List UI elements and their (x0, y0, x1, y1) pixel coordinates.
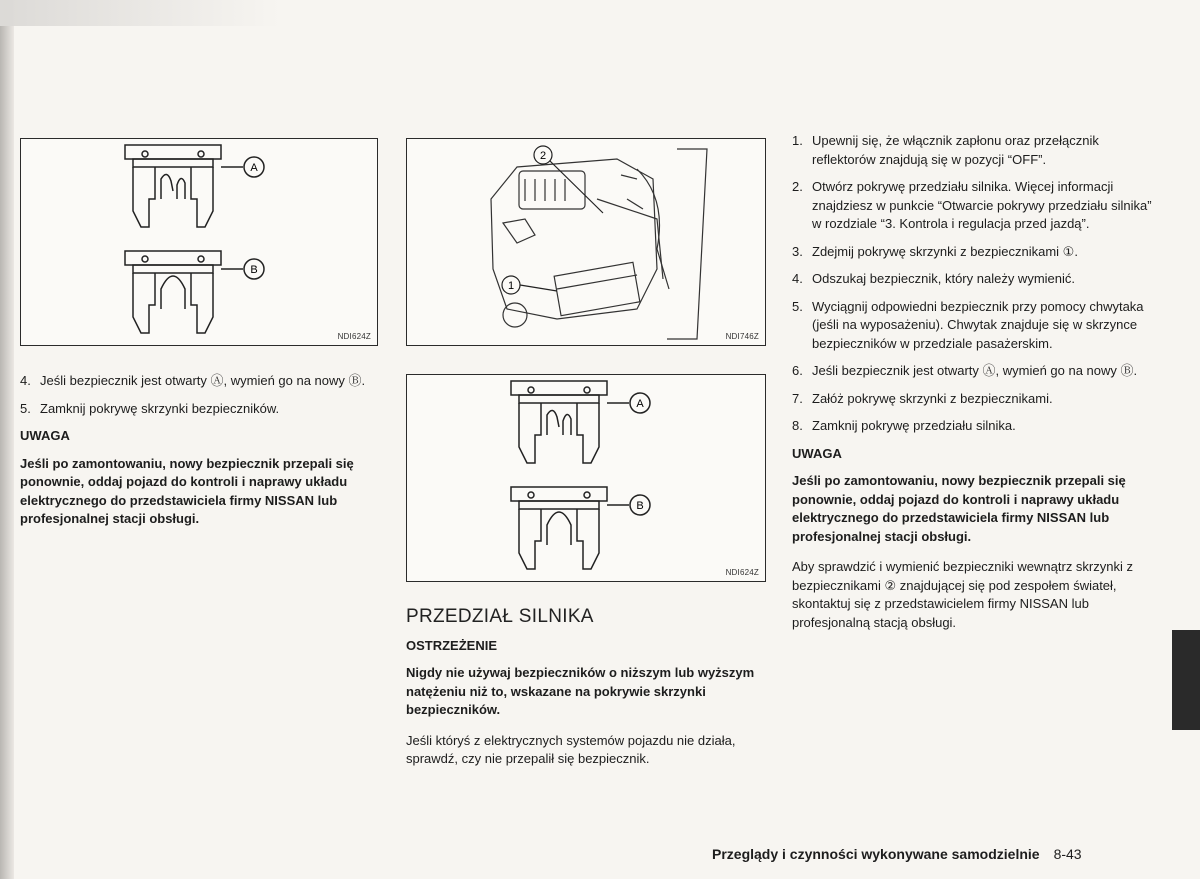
figure-code: NDI746Z (725, 332, 759, 341)
label-2: 2 (539, 150, 547, 162)
chapter-tab (1172, 630, 1200, 730)
label-a: A (250, 162, 258, 174)
page-number: 8-43 (1053, 846, 1082, 862)
warning-text: Nigdy nie używaj bezpieczników o niższym lub wyższym natężeniu niż to, wskazane na pokrywie skrzynki bezpieczników. (406, 665, 755, 717)
step-number: 1. (792, 133, 803, 148)
note-text: Jeśli po zamontowaniu, nowy bezpiecznik przepali się ponownie, oddaj pojazd do kontroli i naprawy układu elektrycznego do przedstawiciela firmy NISSAN lub profesjonalnej stacji obsługi. (792, 473, 1126, 544)
list-item (20, 372, 376, 391)
page-edge-shadow (0, 0, 14, 879)
label-b: B (636, 500, 644, 512)
left-steps (20, 372, 376, 418)
step-number: 4. (20, 373, 31, 388)
right-steps (792, 132, 1154, 436)
step-text: Wyciągnij odpowiedni bezpiecznik przy pomocy chwytaka (jeśli na wyposażeniu). Chwytak znajduje się w skrzynce bezpieczników w przedziale pasażerskim. (812, 298, 1144, 351)
fuse-illustration (407, 375, 765, 581)
engine-bay-illustration (407, 139, 765, 345)
list-item (792, 178, 1154, 234)
step-number: 5. (20, 400, 31, 416)
fuse-diagram-middle (406, 374, 766, 582)
step-text: Jeśli bezpiecznik jest otwarty Ⓐ, wymień go na nowy Ⓑ. (40, 373, 366, 388)
note-heading: UWAGA (792, 445, 842, 461)
step-number: 7. (792, 390, 803, 406)
step-text: Zamknij pokrywę skrzynki bezpieczników. (40, 400, 280, 416)
warning-heading: OSTRZEŻENIE (406, 637, 498, 653)
middle-text (406, 608, 764, 769)
step-number: 2. (792, 179, 803, 194)
note-text: Jeśli po zamontowaniu, nowy bezpiecznik przepali się ponownie, oddaj pojazd do kontroli i naprawy układu elektrycznego do przedstawiciela firmy NISSAN lub profesjonalnej stacji obsługi. (20, 455, 354, 526)
list-item (20, 400, 376, 419)
scan-smudge (0, 0, 280, 26)
step-text: Odszukaj bezpiecznik, który należy wymienić. (812, 271, 1075, 286)
label-b: B (250, 264, 258, 276)
list-item (792, 132, 1154, 169)
engine-paragraph: Jeśli któryś z elektrycznych systemów pojazdu nie działa, sprawdź, czy nie przepalił się bezpiecznik. (406, 732, 736, 766)
chapter-title: Przeglądy i czynności wykonywane samodzielnie (712, 846, 1040, 862)
step-text: Upewnij się, że włącznik zapłonu oraz przełącznik reflektorów znajdują się w pozycji “OFF”. (812, 133, 1099, 167)
list-item (792, 362, 1154, 381)
list-item (792, 298, 1154, 354)
step-text: Załóż pokrywę skrzynki z bezpiecznikami. (812, 390, 1053, 406)
label-a: A (636, 398, 644, 410)
step-text: Otwórz pokrywę przedziału silnika. Więcej informacji znajdziesz w punkcie “Otwarcie pokrywy przedziału silnika” w rozdziale “3. Kontrola i regulacja przed jazdą”. (812, 179, 1152, 231)
page-footer (712, 846, 1082, 862)
step-text: Jeśli bezpiecznik jest otwarty Ⓐ, wymień go na nowy Ⓑ. (812, 363, 1138, 378)
section-title: PRZEDZIAŁ SILNIKA (406, 606, 594, 627)
label-1: 1 (507, 280, 515, 292)
contact-paragraph: Aby sprawdzić i wymienić bezpieczniki wewnątrz skrzynki z bezpiecznikami ② znajdującej się pod zespołem świateł, skontaktuj się z przedstawicielem firmy NISSAN lub profesjonalną stacją obsługi. (792, 559, 1133, 630)
list-item (792, 243, 1154, 262)
engine-bay-diagram (406, 138, 766, 346)
figure-code: NDI624Z (337, 332, 371, 341)
fuse-diagram-left (20, 138, 378, 346)
list-item (792, 270, 1154, 289)
step-number: 4. (792, 271, 803, 286)
fuse-illustration (21, 139, 377, 345)
step-text: Zamknij pokrywę przedziału silnika. (812, 418, 1016, 433)
left-text (20, 372, 376, 529)
step-text: Zdejmij pokrywę skrzynki z bezpiecznikami ①. (812, 243, 1078, 259)
step-number: 5. (792, 298, 803, 314)
figure-code: NDI624Z (725, 568, 759, 577)
step-number: 3. (792, 243, 803, 259)
note-heading: UWAGA (20, 428, 70, 443)
list-item (792, 390, 1154, 409)
step-number: 8. (792, 418, 803, 433)
right-text (792, 132, 1154, 632)
list-item (792, 417, 1154, 436)
step-number: 6. (792, 363, 803, 378)
